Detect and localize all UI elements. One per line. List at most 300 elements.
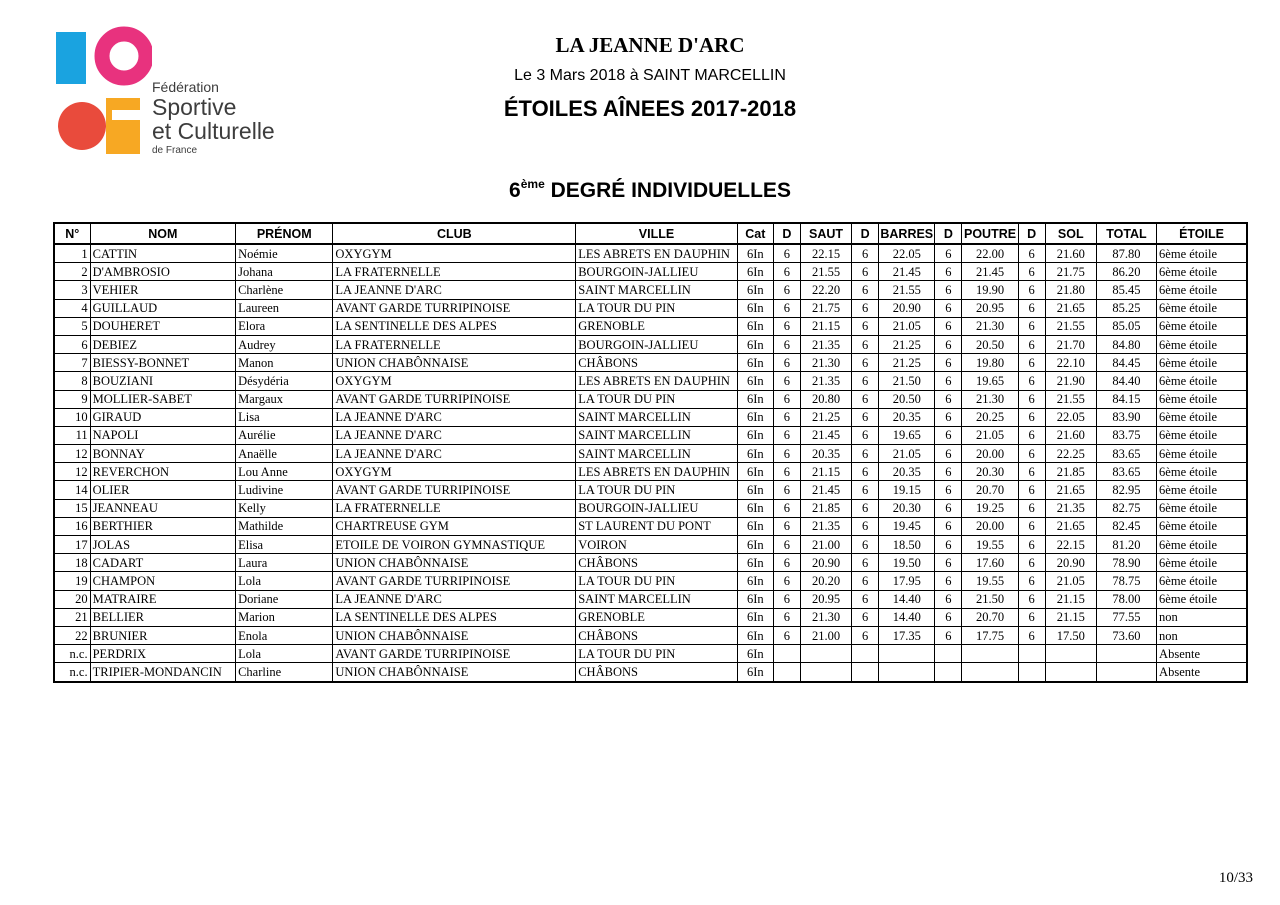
table-cell: non [1157,626,1247,644]
table-cell: 6In [737,590,773,608]
table-row [54,445,1247,463]
table-cell: Margaux [236,390,333,408]
table-cell: 6ème étoile [1157,372,1247,390]
table-cell: LA FRATERNELLE [333,499,576,517]
table-cell: 17.50 [1045,626,1096,644]
column-header: TOTAL [1096,223,1156,244]
table-row [54,317,1247,335]
table-cell: 6 [773,572,800,590]
table-cell: Anaëlle [236,445,333,463]
table-row [54,372,1247,390]
table-cell: 21.00 [800,626,851,644]
table-cell: 73.60 [1096,626,1156,644]
table-cell: SAINT MARCELLIN [576,408,738,426]
table-cell: 6 [1018,463,1045,481]
column-header: BARRES [879,223,935,244]
table-cell: BOURGOIN-JALLIEU [576,499,738,517]
table-cell: 85.45 [1096,281,1156,299]
table-cell: 86.20 [1096,263,1156,281]
table-cell: 15 [54,499,90,517]
table-cell: 6 [773,390,800,408]
table-cell: DOUHERET [90,317,235,335]
table-cell: 21.00 [800,536,851,554]
table-row [54,281,1247,299]
table-cell: VOIRON [576,536,738,554]
table-cell: CHARTREUSE GYM [333,517,576,535]
table-cell: 83.90 [1096,408,1156,426]
table-cell: 6 [935,481,962,499]
table-cell: 21.55 [1045,317,1096,335]
table-cell: 6 [773,554,800,572]
table-cell: 20.95 [962,299,1018,317]
table-cell: LA TOUR DU PIN [576,390,738,408]
table-cell: 21.45 [800,426,851,444]
table-cell: 78.90 [1096,554,1156,572]
table-cell: 6 [773,517,800,535]
table-cell: 6 [1018,499,1045,517]
table-cell: 6In [737,426,773,444]
table-cell: 6 [852,445,879,463]
table-cell: Charlène [236,281,333,299]
table-cell: LA TOUR DU PIN [576,645,738,663]
table-cell: 6 [1018,626,1045,644]
table-cell: 6 [852,390,879,408]
table-cell: Doriane [236,590,333,608]
table-row [54,608,1247,626]
table-cell: 19.15 [879,481,935,499]
table-cell: LA SENTINELLE DES ALPES [333,608,576,626]
table-cell: 6ème étoile [1157,408,1247,426]
table-cell: 6 [1018,572,1045,590]
table-cell: 6 [773,335,800,353]
table-cell: 6ème étoile [1157,281,1247,299]
table-cell: 6 [852,626,879,644]
table-cell: 6In [737,517,773,535]
table-cell: 11 [54,426,90,444]
table-cell [800,645,851,663]
table-cell: 14 [54,481,90,499]
table-cell: 6 [1018,590,1045,608]
degree-number: 6 [509,179,521,202]
table-cell: 21.85 [800,499,851,517]
table-cell: VEHIER [90,281,235,299]
table-row [54,263,1247,281]
table-cell: BELLIER [90,608,235,626]
table-cell: 6ème étoile [1157,572,1247,590]
table-cell: 10 [54,408,90,426]
table-cell: LA JEANNE D'ARC [333,590,576,608]
table-cell: 78.75 [1096,572,1156,590]
table-cell: 6 [852,408,879,426]
table-cell: CHAMPON [90,572,235,590]
table-cell [773,645,800,663]
logo-line-1: Fédération [152,79,219,95]
table-cell: LA TOUR DU PIN [576,572,738,590]
table-cell: LA JEANNE D'ARC [333,281,576,299]
table-cell: 6 [852,354,879,372]
table-cell: Aurélie [236,426,333,444]
table-cell: 6 [852,554,879,572]
table-cell: 17.35 [879,626,935,644]
degree-suffix: ème [520,177,545,191]
table-cell: 6 [852,481,879,499]
table-cell: 6ème étoile [1157,354,1247,372]
table-row [54,590,1247,608]
column-header: NOM [90,223,235,244]
table-cell: 6In [737,390,773,408]
table-cell: CHÂBONS [576,554,738,572]
table-cell: MATRAIRE [90,590,235,608]
table-cell: 22.10 [1045,354,1096,372]
table-cell: Absente [1157,645,1247,663]
table-cell: 22 [54,626,90,644]
table-cell: TRIPIER-MONDANCIN [90,663,235,682]
table-cell: 21.15 [800,317,851,335]
table-cell: 78.00 [1096,590,1156,608]
table-cell: 6 [935,354,962,372]
table-cell: 6 [1018,299,1045,317]
table-cell: 21.25 [879,335,935,353]
table-cell: ST LAURENT DU PONT [576,517,738,535]
table-cell: 6 [773,608,800,626]
table-cell: 21 [54,608,90,626]
table-cell: 21.50 [962,590,1018,608]
degree-label: DEGRÉ INDIVIDUELLES [544,179,791,202]
table-row [54,408,1247,426]
table-cell: 6In [737,463,773,481]
table-cell: 6ème étoile [1157,590,1247,608]
table-cell: 20.90 [1045,554,1096,572]
table-cell: 19.65 [879,426,935,444]
table-cell: AVANT GARDE TURRIPINOISE [333,572,576,590]
table-cell: 6 [773,408,800,426]
table-cell: 6 [1018,554,1045,572]
table-cell: Enola [236,626,333,644]
table-cell: 12 [54,463,90,481]
table-cell: 6 [1018,517,1045,535]
table-cell: 6ème étoile [1157,463,1247,481]
table-cell: 6 [1018,408,1045,426]
table-row [54,299,1247,317]
table-cell [1045,663,1096,682]
table-cell: UNION CHABÔNNAISE [333,626,576,644]
logo-line-2: Sportive [152,94,237,120]
table-cell: OLIER [90,481,235,499]
table-cell: 87.80 [1096,244,1156,263]
table-cell: 21.85 [1045,463,1096,481]
table-cell: CHÂBONS [576,354,738,372]
table-cell: 6 [935,572,962,590]
table-cell: 20.30 [879,499,935,517]
table-cell: Laura [236,554,333,572]
table-cell: 6In [737,608,773,626]
column-header: CLUB [333,223,576,244]
table-cell: 6 [773,281,800,299]
table-cell: 21.55 [1045,390,1096,408]
table-cell: 85.25 [1096,299,1156,317]
table-cell: 21.05 [962,426,1018,444]
table-cell: Kelly [236,499,333,517]
table-cell: 18 [54,554,90,572]
table-cell: 19.50 [879,554,935,572]
table-cell: 6In [737,445,773,463]
table-cell: 6 [935,536,962,554]
table-cell: CATTIN [90,244,235,263]
table-cell: 6 [773,263,800,281]
table-cell: 6 [1018,445,1045,463]
table-cell: 21.05 [879,445,935,463]
table-cell: 6 [1018,317,1045,335]
table-cell: Marion [236,608,333,626]
table-cell: 85.05 [1096,317,1156,335]
column-header: SAUT [800,223,851,244]
table-cell: 22.05 [879,244,935,263]
table-cell: 6 [935,372,962,390]
table-row [54,481,1247,499]
table-cell: 21.25 [800,408,851,426]
table-cell [852,645,879,663]
table-cell: LA TOUR DU PIN [576,299,738,317]
table-cell: D'AMBROSIO [90,263,235,281]
table-cell: 6 [773,299,800,317]
table-cell: Désydéria [236,372,333,390]
table-cell: 6 [852,372,879,390]
table-cell: 6ème étoile [1157,244,1247,263]
results-table [53,222,1248,683]
table-cell: 6 [852,263,879,281]
table-cell: AVANT GARDE TURRIPINOISE [333,481,576,499]
table-cell: BONNAY [90,445,235,463]
table-cell: 6 [852,499,879,517]
table-cell: 21.15 [1045,608,1096,626]
table-cell: 12 [54,445,90,463]
table-cell: 9 [54,390,90,408]
table-cell: 1 [54,244,90,263]
table-cell: SAINT MARCELLIN [576,426,738,444]
table-cell: 6 [1018,263,1045,281]
table-cell: 6 [935,263,962,281]
table-cell: 6In [737,536,773,554]
table-cell: BRUNIER [90,626,235,644]
table-cell: 21.65 [1045,517,1096,535]
table-cell: 6 [1018,608,1045,626]
column-header: POUTRE [962,223,1018,244]
table-cell: 6In [737,499,773,517]
table-cell: AVANT GARDE TURRIPINOISE [333,390,576,408]
table-cell: 21.55 [879,281,935,299]
table-cell: Lisa [236,408,333,426]
table-cell: 16 [54,517,90,535]
table-cell: 6 [852,590,879,608]
table-cell: 6 [935,590,962,608]
table-cell [935,663,962,682]
table-cell: 6 [852,463,879,481]
table-cell: 7 [54,354,90,372]
table-cell: CHÂBONS [576,626,738,644]
table-cell: 20.50 [879,390,935,408]
table-cell: 6 [1018,335,1045,353]
table-cell: 6In [737,645,773,663]
table-cell: 21.35 [1045,499,1096,517]
table-cell: 6In [737,263,773,281]
table-cell: 21.70 [1045,335,1096,353]
table-cell: Elisa [236,536,333,554]
table-cell: LA JEANNE D'ARC [333,408,576,426]
table-cell: 21.50 [879,372,935,390]
table-cell: 22.05 [1045,408,1096,426]
table-row [54,463,1247,481]
table-cell: GRENOBLE [576,608,738,626]
table-cell: 17 [54,536,90,554]
table-cell: BOURGOIN-JALLIEU [576,263,738,281]
table-cell: Mathilde [236,517,333,535]
table-cell [1045,645,1096,663]
table-cell: 21.30 [962,317,1018,335]
table-cell: 6 [935,445,962,463]
table-cell: 6 [1018,372,1045,390]
table-cell: 6 [773,463,800,481]
table-cell: n.c. [54,663,90,682]
table-cell: Manon [236,354,333,372]
table-cell: MOLLIER-SABET [90,390,235,408]
table-cell: 6 [852,536,879,554]
table-cell: 6In [737,372,773,390]
table-cell: 21.15 [1045,590,1096,608]
table-cell: 83.65 [1096,463,1156,481]
table-cell: 6ème étoile [1157,317,1247,335]
table-row [54,499,1247,517]
table-cell: 21.55 [800,263,851,281]
table-cell: 6 [935,335,962,353]
table-cell: 19.55 [962,536,1018,554]
column-header: D [773,223,800,244]
table-cell: 84.80 [1096,335,1156,353]
table-cell: 21.65 [1045,299,1096,317]
table-cell: REVERCHON [90,463,235,481]
table-cell: 6 [935,317,962,335]
table-cell: 21.30 [800,354,851,372]
table-cell: AVANT GARDE TURRIPINOISE [333,299,576,317]
table-cell [935,645,962,663]
table-cell: BIESSY-BONNET [90,354,235,372]
column-header: SOL [1045,223,1096,244]
table-cell: non [1157,608,1247,626]
table-cell: 20.35 [879,408,935,426]
table-cell: 6ème étoile [1157,517,1247,535]
table-cell: OXYGYM [333,463,576,481]
table-cell: BERTHIER [90,517,235,535]
table-cell: 21.25 [879,354,935,372]
table-cell: 82.95 [1096,481,1156,499]
table-cell: 22.25 [1045,445,1096,463]
table-cell: 6ème étoile [1157,445,1247,463]
table-cell: 19.25 [962,499,1018,517]
table-cell: 22.15 [1045,536,1096,554]
table-cell [1018,645,1045,663]
table-cell: 6 [1018,426,1045,444]
table-cell: 6 [935,499,962,517]
table-cell: 6 [935,390,962,408]
table-cell: 22.00 [962,244,1018,263]
table-cell: 6In [737,281,773,299]
table-cell: 6 [935,517,962,535]
table-cell: NAPOLI [90,426,235,444]
table-cell: LA FRATERNELLE [333,263,576,281]
table-cell: 20.70 [962,481,1018,499]
table-cell: 5 [54,317,90,335]
table-cell: 6 [1018,244,1045,263]
table-cell: 20.00 [962,517,1018,535]
table-cell: Lola [236,645,333,663]
table-cell: 20.80 [800,390,851,408]
table-row [54,572,1247,590]
table-cell: 82.45 [1096,517,1156,535]
table-cell: 6 [773,445,800,463]
event-date-location: Le 3 Mars 2018 à SAINT MARCELLIN [514,67,786,84]
table-cell: 20.90 [879,299,935,317]
table-cell: SAINT MARCELLIN [576,590,738,608]
table-cell: SAINT MARCELLIN [576,445,738,463]
table-cell: Audrey [236,335,333,353]
table-cell: 6In [737,354,773,372]
table-cell: 6 [935,281,962,299]
table-cell [1096,663,1156,682]
column-header: ÉTOILE [1157,223,1247,244]
table-cell: 6 [935,626,962,644]
column-header: PRÉNOM [236,223,333,244]
table-cell: GRENOBLE [576,317,738,335]
table-cell: BOURGOIN-JALLIEU [576,335,738,353]
table-cell: Ludivine [236,481,333,499]
table-cell [773,663,800,682]
table-cell: 6In [737,572,773,590]
table-cell: 21.35 [800,517,851,535]
competition-title: ÉTOILES AÎNEES 2017-2018 [503,96,797,121]
table-cell [1096,645,1156,663]
table-cell: 14.40 [879,590,935,608]
table-cell: Charline [236,663,333,682]
table-row [54,244,1247,263]
table-row [54,390,1247,408]
table-cell: 82.75 [1096,499,1156,517]
table-cell: 6In [737,244,773,263]
table-cell: UNION CHABÔNNAISE [333,354,576,372]
table-cell: 22.20 [800,281,851,299]
table-cell: 6 [773,481,800,499]
club-title: LA JEANNE D'ARC [555,33,745,57]
table-cell: 83.75 [1096,426,1156,444]
table-cell: 19.65 [962,372,1018,390]
table-cell: OXYGYM [333,244,576,263]
table-cell: CADART [90,554,235,572]
table-cell [800,663,851,682]
table-cell: 6 [935,554,962,572]
table-cell: 20.20 [800,572,851,590]
table-cell: 6 [1018,536,1045,554]
table-cell: 6 [852,281,879,299]
table-cell: LES ABRETS EN DAUPHIN [576,372,738,390]
table-cell: 22.15 [800,244,851,263]
table-cell: 6In [737,554,773,572]
table-cell: 6ème étoile [1157,390,1247,408]
table-cell: 20.25 [962,408,1018,426]
table-cell: 19.55 [962,572,1018,590]
table-cell: 21.35 [800,335,851,353]
table-cell: ETOILE DE VOIRON GYMNASTIQUE [333,536,576,554]
table-cell: UNION CHABÔNNAISE [333,554,576,572]
table-cell: 6 [852,608,879,626]
table-cell: BOUZIANI [90,372,235,390]
